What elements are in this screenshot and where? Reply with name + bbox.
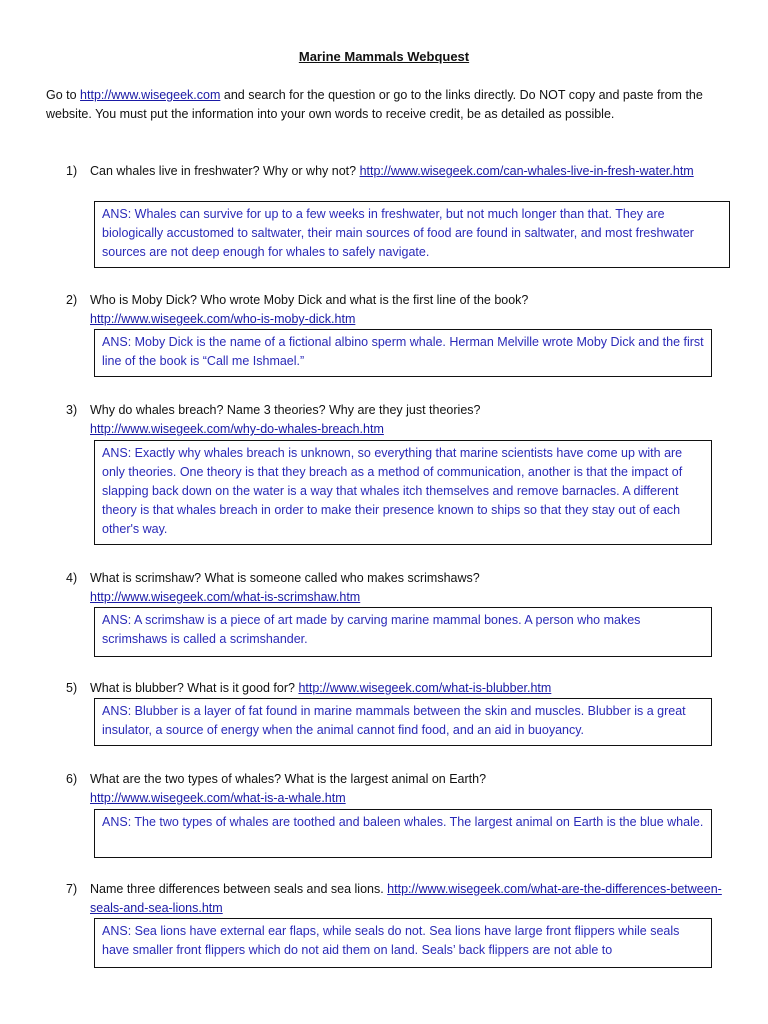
question-number: 5) bbox=[66, 681, 78, 695]
question-text bbox=[90, 770, 726, 808]
question-3-prompt: Why do whales breach? Name 3 theories? Why are they just theories? bbox=[90, 403, 481, 417]
question-text bbox=[90, 679, 726, 698]
question-number: 4) bbox=[66, 571, 78, 585]
question-5 bbox=[66, 679, 726, 698]
question-2-prompt: Who is Moby Dick? Who wrote Moby Dick and what is the first line of the book? bbox=[90, 293, 529, 307]
question-6 bbox=[66, 770, 726, 808]
question-number: 2) bbox=[66, 293, 78, 307]
question-1 bbox=[66, 162, 726, 181]
answer-box-4: ANS: A scrimshaw is a piece of art made by carving marine mammal bones. A person who makes scrimshaws is called a scrimshander. bbox=[94, 607, 712, 657]
question-2 bbox=[66, 291, 726, 329]
question-4-prompt: What is scrimshaw? What is someone called who makes scrimshaws? bbox=[90, 571, 480, 585]
question-number: 7) bbox=[66, 882, 78, 896]
intro-text-start: Go to bbox=[46, 88, 81, 102]
wisegeek-home-link[interactable]: http://www.wisegeek.com bbox=[80, 88, 221, 102]
answer-box-7: ANS: Sea lions have external ear flaps, while seals do not. Sea lions have large front flippers while seals have smaller front flippers which do not aid them on land. Seals’ back flippers are not able to bbox=[94, 918, 712, 968]
question-5-prompt: What is blubber? What is it good for? bbox=[90, 681, 299, 695]
intro-paragraph bbox=[46, 86, 736, 124]
answer-box-5: ANS: Blubber is a layer of fat found in marine mammals between the skin and muscles. Blubber is a great insulator, a source of energy when the animal cannot find food, and an aid in buoyancy. bbox=[94, 698, 712, 746]
question-4-link[interactable]: http://www.wisegeek.com/what-is-scrimshaw.htm bbox=[90, 590, 361, 604]
question-text bbox=[90, 569, 726, 607]
intro-text-end: and search for the question or go to the links directly. Do NOT copy and paste from the website. You must put the information into your own words to receive credit, be as detailed as possible. bbox=[46, 88, 703, 121]
question-3-link[interactable]: http://www.wisegeek.com/why-do-whales-breach.htm bbox=[90, 422, 384, 436]
question-text bbox=[90, 291, 726, 329]
question-1-link[interactable]: http://www.wisegeek.com/can-whales-live-in-fresh-water.htm bbox=[359, 164, 694, 178]
question-number: 1) bbox=[66, 164, 78, 178]
question-7 bbox=[66, 880, 726, 918]
question-6-link[interactable]: http://www.wisegeek.com/what-is-a-whale.htm bbox=[90, 791, 346, 805]
question-7-prompt: Name three differences between seals and sea lions. bbox=[90, 882, 388, 896]
question-6-prompt: What are the two types of whales? What is the largest animal on Earth? bbox=[90, 772, 487, 786]
question-2-link[interactable]: http://www.wisegeek.com/who-is-moby-dick.htm bbox=[90, 312, 356, 326]
answer-box-3: ANS: Exactly why whales breach is unknown, so everything that marine scientists have come up with are only theories. One theory is that they breach as a method of communication, another is that the impact of slapping back down on the water is a way that whales itch themselves and remove barnacles. A different theory is that whales breach in order to make their presence known to ships so that they stay out of each other's way. bbox=[94, 440, 712, 545]
answer-box-1: ANS: Whales can survive for up to a few weeks in freshwater, but not much longer than that. They are biologically accustomed to saltwater, their main sources of food are found in saltwater, and most freshwater sources are not deep enough for whales to safely navigate. bbox=[94, 201, 730, 268]
answer-box-2: ANS: Moby Dick is the name of a fictional albino sperm whale. Herman Melville wrote Moby Dick and the first line of the book is “Call me Ishmael.” bbox=[94, 329, 712, 377]
question-text bbox=[90, 880, 726, 918]
answer-box-6: ANS: The two types of whales are toothed and baleen whales. The largest animal on Earth is the blue whale. bbox=[94, 809, 712, 858]
question-4 bbox=[66, 569, 726, 607]
question-7-link[interactable]: http://www.wisegeek.com/what-are-the-differences-between-seals-and-sea-lions.htm bbox=[90, 882, 722, 915]
question-text bbox=[90, 401, 726, 439]
question-1-prompt: Can whales live in freshwater? Why or why not? bbox=[90, 164, 360, 178]
question-3 bbox=[66, 401, 726, 439]
page-title: Marine Mammals Webquest bbox=[298, 49, 470, 64]
question-text bbox=[90, 162, 726, 181]
question-5-link[interactable]: http://www.wisegeek.com/what-is-blubber.htm bbox=[298, 681, 552, 695]
question-number: 3) bbox=[66, 403, 78, 417]
question-number: 6) bbox=[66, 772, 78, 786]
